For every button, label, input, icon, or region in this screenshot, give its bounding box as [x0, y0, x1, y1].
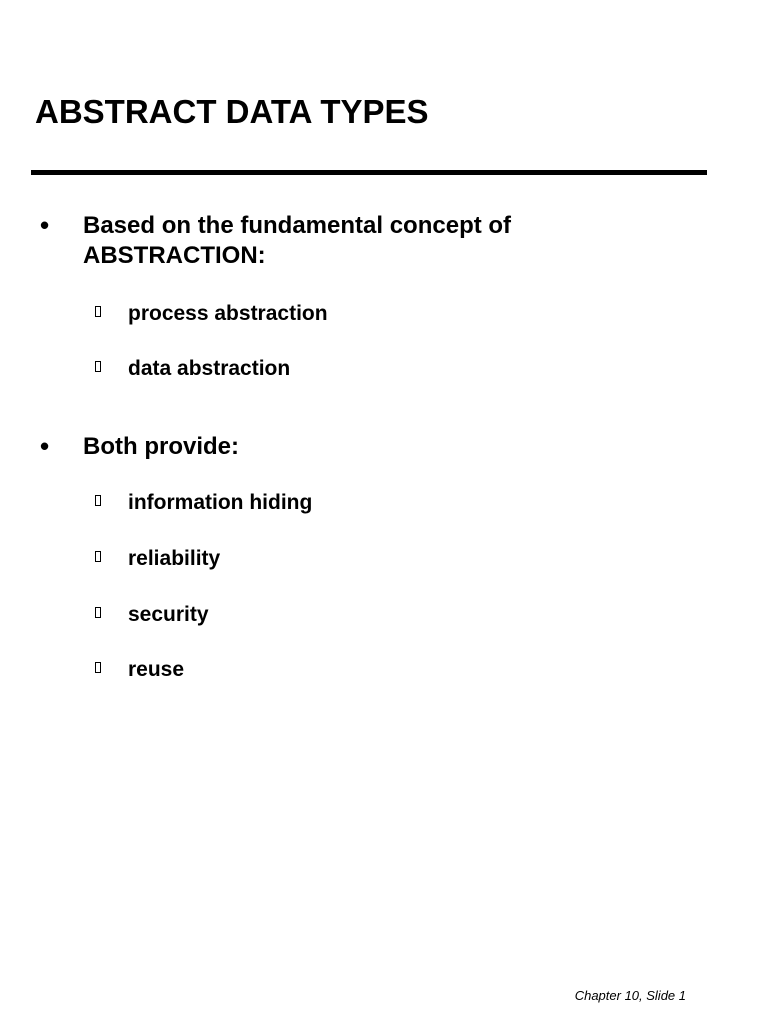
- sub-bullet-marker: [95, 495, 101, 506]
- section-heading-line1: Both provide:: [83, 433, 239, 460]
- sub-bullet-marker: [95, 361, 101, 372]
- list-item: process abstraction: [128, 302, 328, 325]
- slide-footer: Chapter 10, Slide 1: [574, 988, 686, 1003]
- slide-title: ABSTRACT DATA TYPES: [35, 93, 429, 130]
- list-item: reuse: [128, 658, 185, 681]
- bullet-dot: •: [40, 210, 50, 240]
- sub-bullet-marker: [95, 551, 101, 562]
- section-heading-line1: Based on the fundamental concept of: [83, 212, 512, 239]
- sub-bullet-marker: [95, 607, 101, 618]
- list-item: information hiding: [128, 491, 313, 514]
- section-heading-line2: ABSTRACTION:: [83, 242, 266, 269]
- sub-bullet-marker: [95, 662, 101, 673]
- title-divider: [31, 170, 707, 175]
- bullet-dot: •: [40, 431, 50, 461]
- list-item: data abstraction: [128, 357, 291, 380]
- sub-bullet-marker: [95, 306, 101, 317]
- list-item: security: [128, 603, 209, 626]
- list-item: reliability: [128, 547, 221, 570]
